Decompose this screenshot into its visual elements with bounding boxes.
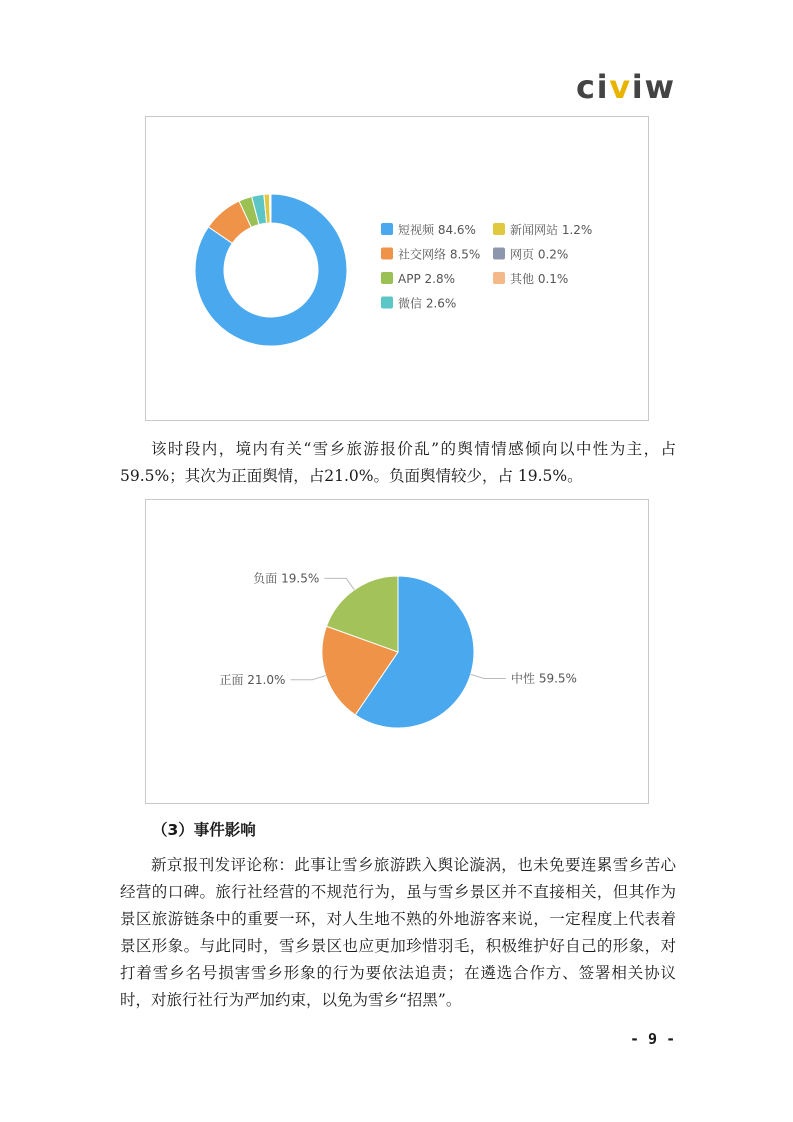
legend-label-1: 社交网络 8.5% xyxy=(398,247,481,262)
legend-label-0: 短视频 84.6% xyxy=(398,223,476,237)
pie-leader-line-1 xyxy=(290,675,325,679)
pie-label-0: 中性 59.5% xyxy=(511,671,577,686)
legend-label-3: 微信 2.6% xyxy=(398,296,457,311)
pie-leader-line-0 xyxy=(471,674,506,678)
pie-chart-svg xyxy=(146,500,648,803)
legend-label-5: 网页 0.2% xyxy=(510,247,569,262)
legend-swatch-3 xyxy=(381,297,393,309)
sentiment-distribution-chart xyxy=(145,499,649,804)
legend-swatch-5 xyxy=(493,248,505,260)
pie-leader-line-2 xyxy=(324,578,354,589)
pie-label-1: 正面 21.0% xyxy=(219,672,286,687)
legend-swatch-0 xyxy=(381,223,393,235)
legend-label-6: 其他 0.1% xyxy=(510,272,569,286)
section-heading: （3）事件影响 xyxy=(152,821,256,839)
donut-chart-svg xyxy=(146,117,648,420)
logo-text: civiw xyxy=(576,72,674,102)
legend-label-4: 新闻网站 1.2% xyxy=(510,223,593,237)
impact-paragraph: 新京报刊发评论称：此事让雪乡旅游跌入舆论漩涡，也未免要连累雪乡苦心经营的口碑。旅行社经营的不规范行为，虽与雪乡景区并不直接相关，但其作为景区旅游链条中的重要一环，对人生地不熟的外地游客来说，一定程度上代表着景区形象。与此同时，雪乡景区也应更加珍惜羽毛，积极维护好自己的形象，对打着雪乡名号损害雪乡形象的行为要依法追责；在遴选合作方、签署相关协议时，对旅行社行为严加约束，以免为雪乡“招黑”。 xyxy=(120,856,676,1009)
page-number: - 9 - xyxy=(630,1030,676,1048)
legend-swatch-6 xyxy=(493,272,505,284)
sentiment-paragraph: 该时段内，境内有关“雪乡旅游报价乱”的舆情情感倾向以中性为主，占59.5%；其次为正面舆情，占21.0%。负面舆情较少，占 19.5%。 xyxy=(120,440,676,485)
legend-label-2: APP 2.8% xyxy=(398,272,455,286)
legend-swatch-2 xyxy=(381,272,393,284)
civiw-logo xyxy=(576,72,676,102)
channel-distribution-chart xyxy=(145,116,649,421)
legend-swatch-4 xyxy=(493,223,505,235)
legend-swatch-1 xyxy=(381,248,393,260)
pie-label-2: 负面 19.5% xyxy=(253,571,320,586)
